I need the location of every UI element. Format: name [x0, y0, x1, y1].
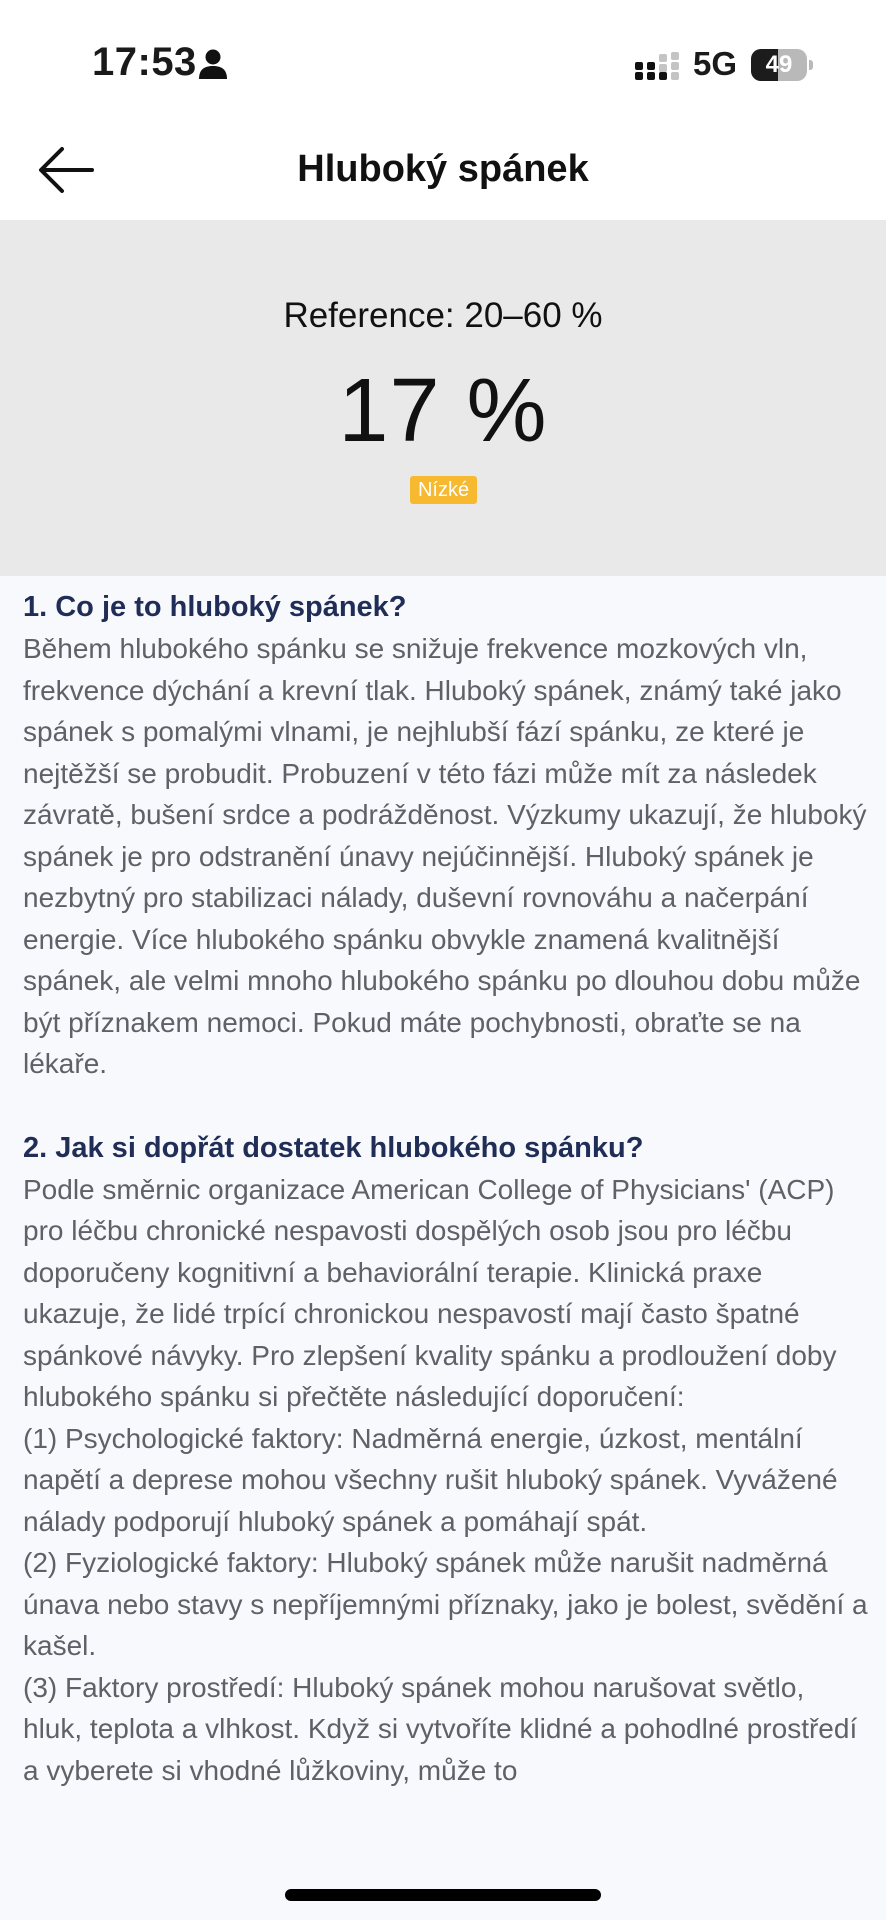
section-body-what-is-deep-sleep: Během hlubokého spánku se snižuje frekvence mozkových vln, frekvence dýchání a krevní tlak. Hluboký spánek, známý také jako spánek s pomalými vlnami, je nejhlubší fází spánku, ze které je nejtěžší se probudit. Probuzení v této fázi může mít za následek závratě, bušení srdce a podrážděnost. Výzkumy ukazují, že hluboký spánek je pro odstranění únavy nejúčinnější. Hluboký spánek je nezbytný pro stabilizaci nálady, duševní rovnováhu a načerpání energie. Více hlubokého spánku obvykle znamená kvalitnější spánek, ale velmi mnoho hlubokého spánku po dlouhou dobu může být příznakem nemoci. Pokud máte pochybnosti, obraťte se na lékaře.: [23, 633, 867, 1079]
section-title-what-is-deep-sleep: 1. Co je to hluboký spánek?: [23, 591, 407, 623]
status-time: 17:53: [92, 40, 197, 84]
reference-range: Reference: 20–60 %: [283, 296, 603, 335]
section-title-how-to-get-deep-sleep: 2. Jak si dopřát dostatek hlubokého spánku?: [23, 1131, 644, 1164]
navigation-bar: [0, 120, 886, 220]
home-indicator[interactable]: [285, 1889, 601, 1901]
status-badge: Nízké: [410, 476, 477, 504]
recommendation-physiological: (2) Fyziologické faktory: Hluboký spánek může narušit nadměrná únava nebo stavy s nepříjemnými příznaky, jako je bolest, svědění a kašel.: [23, 1547, 868, 1661]
cellular-signal-icon: [634, 52, 680, 82]
page-title: Hluboký spánek: [297, 148, 589, 190]
recommendation-environment: (3) Faktory prostředí: Hluboký spánek mohou narušovat světlo, hluk, teplota a vlhkost. Když si vytvoříte klidné a pohodlné prostředí a vyberete si vhodné lůžkoviny, může to: [23, 1671, 858, 1786]
person-icon: [198, 48, 228, 80]
network-type: 5G: [693, 45, 738, 82]
battery-icon: [751, 49, 811, 81]
deep-sleep-value: 17 %: [338, 361, 548, 461]
summary-card: [0, 220, 886, 576]
section-intro-how-to-get-deep-sleep: Podle směrnic organizace American College of Physicians' (ACP) pro léčbu chronické nespavosti dospělých osob jsou pro léčbu doporučeny kognitivní a behaviorální terapie. Klinická praxe ukazuje, že lidé trpící chronickou nespavostí mají často špatné spánkové návyky. Pro zlepšení kvality spánku a prodloužení doby hlubokého spánku si přečtěte následující doporučení:: [23, 1173, 837, 1412]
recommendation-psychological: (1) Psychologické faktory: Nadměrná energie, úzkost, mentální napětí a deprese mohou všechny rušit hluboký spánek. Vyvážené nálady podporují hluboký spánek a pomáhají spát.: [23, 1422, 838, 1537]
status-bar: [0, 0, 886, 120]
battery-level: 49: [765, 51, 793, 78]
article-content: [23, 586, 868, 1791]
